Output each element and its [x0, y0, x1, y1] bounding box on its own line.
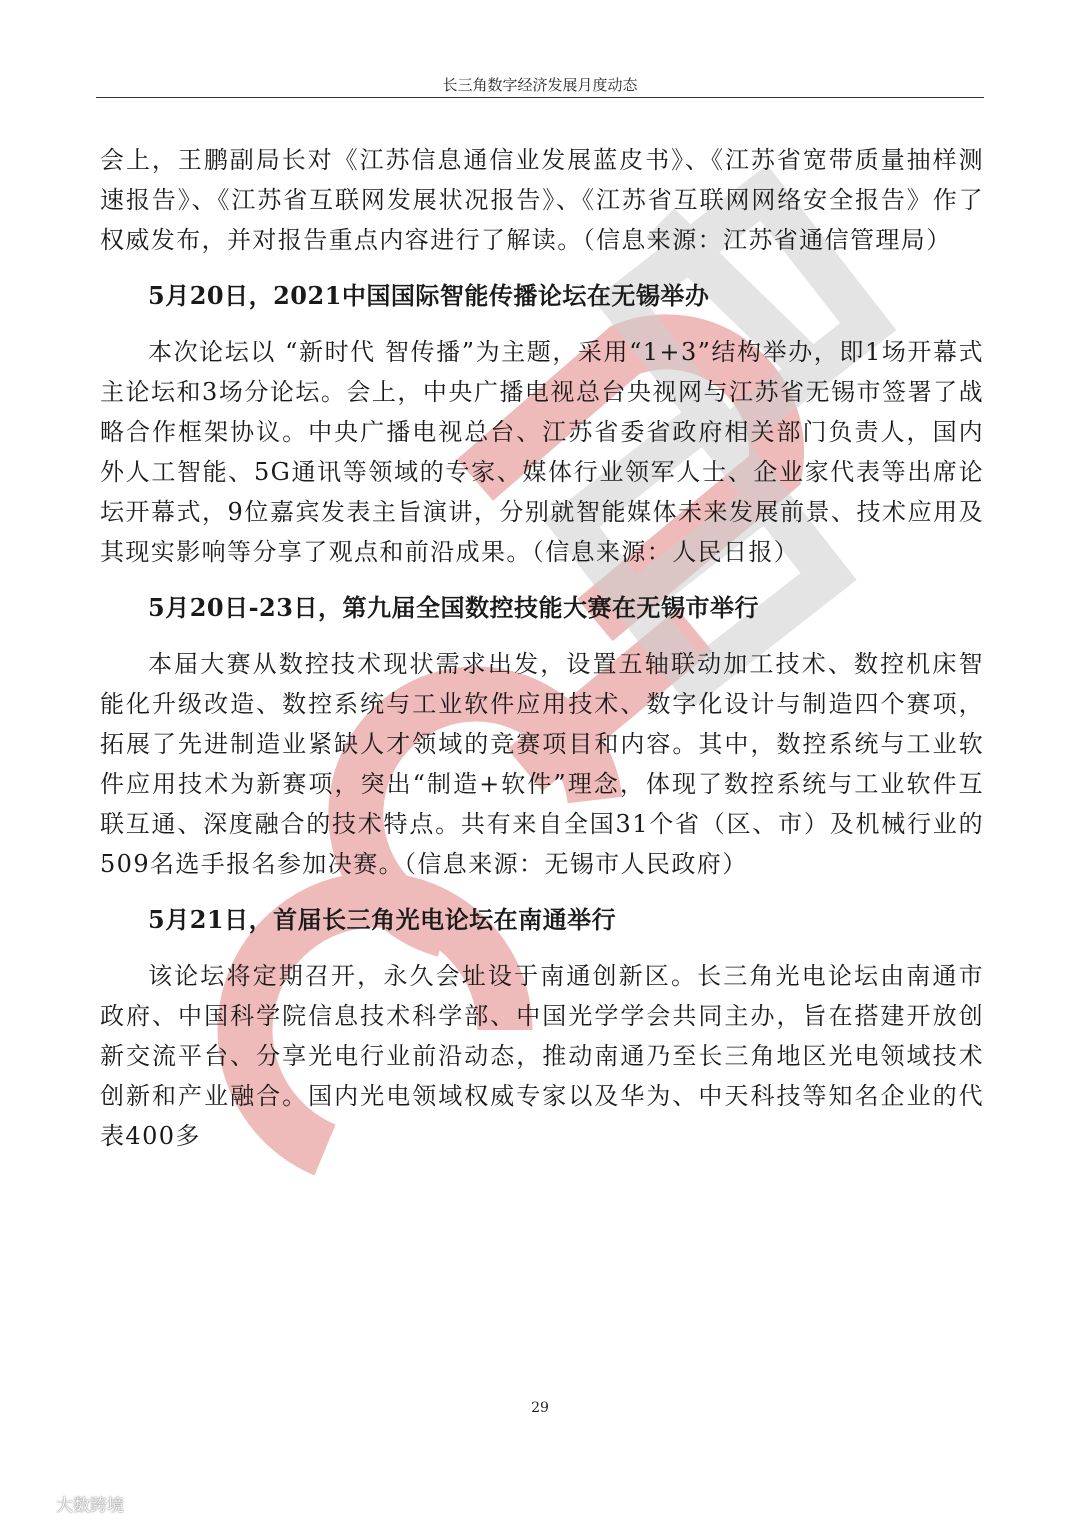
- section-heading-forum: 5月20日，2021中国国际智能传播论坛在无锡举办: [148, 281, 710, 310]
- running-header: 长三角数字经济发展月度动态: [442, 76, 638, 94]
- brand-watermark: [10, 1491, 124, 1515]
- section-heading-optoelectronics: 5月21日，首届长三角光电论坛在南通举行: [148, 905, 617, 934]
- page-number: 29: [531, 1400, 549, 1416]
- page-body: [100, 140, 984, 1156]
- intro-paragraph: 会上，王鹏副局长对《江苏信息通信业发展蓝皮书》、《江苏省宽带质量抽样测速报告》、《江苏省互联网发展状况报告》、《江苏省互联网网络安全报告》作了权威发布，并对报告重点内容进行了解读。（信息来源：江苏省通信管理局）: [100, 146, 984, 254]
- section-paragraph-cnc-contest: 本届大赛从数控技术现状需求出发，设置五轴联动加工技术、数控机床智能化升级改造、数控系统与工业软件应用技术、数字化设计与制造四个赛项，拓展了先进制造业紧缺人才领域的竞赛项目和内容。其中，数控系统与工业软件应用技术为新赛项，突出“制造+软件”理念，体现了数控系统与工业软件互联互通、深度融合的技术特点。共有来自全国31个省（区、市）及机械行业的509名选手报名参加决赛。（信息来源：无锡市人民政府）: [100, 650, 984, 878]
- section-paragraph-optoelectronics: 该论坛将定期召开，永久会址设于南通创新区。长三角光电论坛由南通市政府、中国科学院信息技术科学部、中国光学学会共同主办，旨在搭建开放创新交流平台、分享光电行业前沿动态，推动南通乃至长三角地区光电领域技术创新和产业融合。国内光电领域权威专家以及华为、中天科技等知名企业的代表400多: [100, 962, 984, 1150]
- header-divider: [96, 97, 984, 98]
- section-paragraph-forum: 本次论坛以 “新时代 智传播”为主题，采用“1+3”结构举办，即1场开幕式主论坛和3场分论坛。会上，中央广播电视总台央视网与江苏省无锡市签署了战略合作框架协议。中央广播电视总台、江苏省委省政府相关部门负责人，国内外人工智能、5G通讯等领域的专家、媒体行业领军人士、企业家代表等出席论坛开幕式，9位嘉宾发表主旨演讲，分别就智能媒体未来发展前景、技术应用及其现实影响等分享了观点和前沿成果。（信息来源：人民日报）: [100, 338, 984, 566]
- weibo-logo-icon: [10, 1492, 50, 1514]
- brand-text: 大数跨境: [56, 1495, 124, 1516]
- section-heading-cnc-contest: 5月20日-23日，第九届全国数控技能大赛在无锡市举行: [148, 593, 759, 622]
